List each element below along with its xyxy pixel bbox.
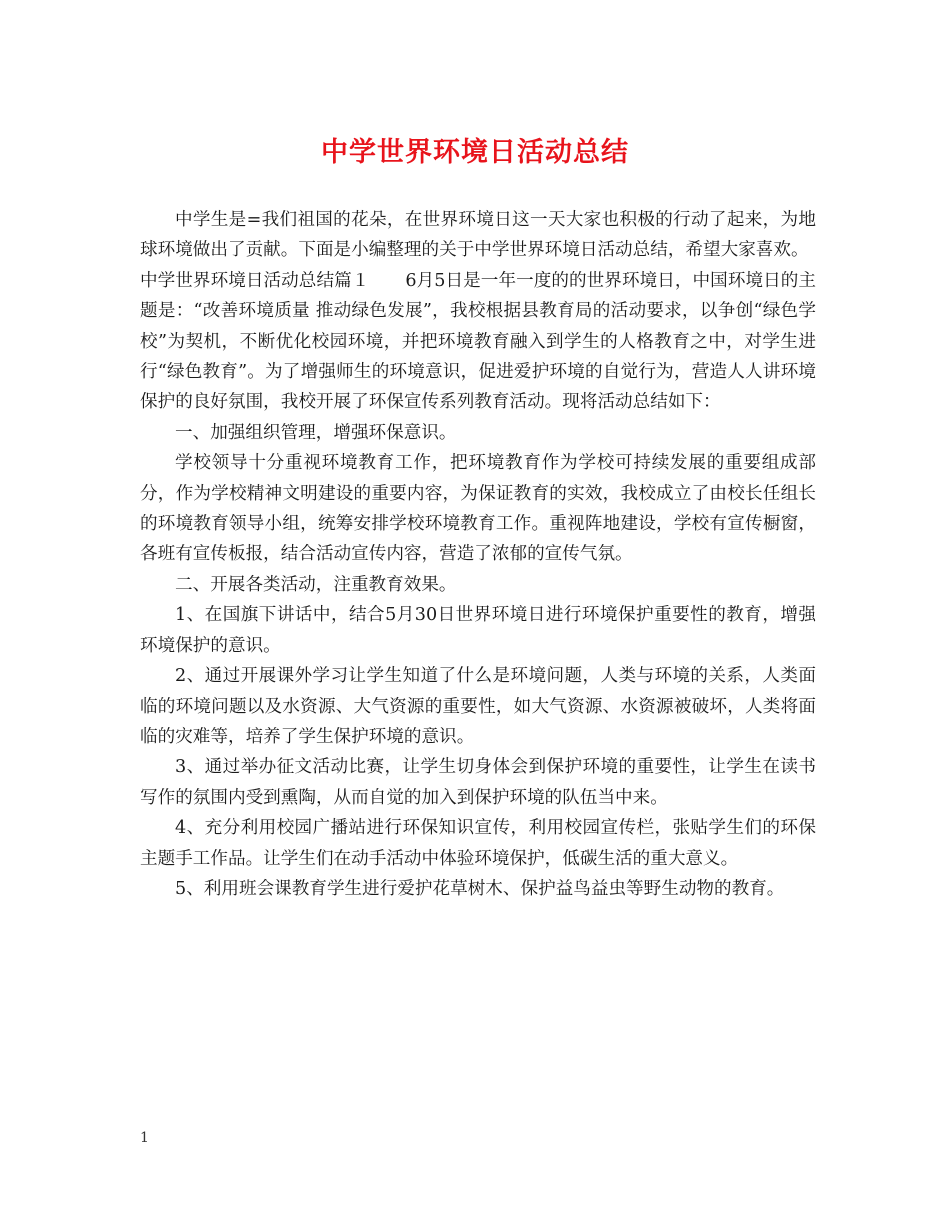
activity-item-4: 4、充分利用校园广播站进行环保知识宣传，利用校园宣传栏，张贴学生们的环保主题手工作品。让学生们在动手活动中体验环境保护，低碳生活的重大意义。 — [140, 818, 816, 869]
activity-item-1: 1、在国旗下讲话中，结合5月30日世界环境日进行环境保护重要性的教育，增强环境保护的意识。 — [140, 605, 816, 656]
activity-item-5: 5、利用班会课教育学生进行爱护花草树木、保护益鸟益虫等野生动物的教育。 — [175, 878, 785, 899]
intro-paragraph: 中学生是=我们祖国的花朵，在世界环境日这一天大家也积极的行动了起来，为地球环境做出了贡献。下面是小编整理的关于中学世界环境日活动总结，希望大家喜欢。 — [140, 210, 816, 261]
heading-organization: 一、加强组织管理，增强环保意识。 — [175, 422, 457, 443]
section-text: 6月5日是一年一度的的世界环境日，中国环境日的主题是：“改善环境质量 推动绿色发展”，我校根据县教育局的活动要求，以争创“绿色学校”为契机，不断优化校园环境，并把环境教育融入到学生的人格教育之中，对学生进行“绿色教育”。为了增强师生的环境意识，促进爱护环境的自觉行为，营造人人讲环境保护的良好氛围，我校开展了环保宣传系列教育活动。现将活动总结如下： — [140, 270, 816, 413]
section-label: 中学世界环境日活动总结篇１ — [140, 270, 370, 291]
activity-item-3: 3、通过举办征文活动比赛，让学生切身体会到保护环境的重要性，让学生在读书写作的氛围内受到熏陶，从而自觉的加入到保护环境的队伍当中来。 — [140, 757, 816, 808]
organization-paragraph: 学校领导十分重视环境教育工作，把环境教育作为学校可持续发展的重要组成部分，作为学校精神文明建设的重要内容，为保证教育的实效，我校成立了由校长任组长的环境教育领导小组，统筹安排学校环境教育工作。重视阵地建设，学校有宣传橱窗，各班有宣传板报，结合活动宣传内容，营造了浓郁的宣传气氛。 — [140, 453, 816, 565]
section-paragraph — [140, 266, 816, 418]
page-number: 1 — [140, 1130, 149, 1146]
heading-activities: 二、开展各类活动，注重教育效果。 — [175, 574, 457, 595]
activity-item-2: 2、通过开展课外学习让学生知道了什么是环境问题，人类与环境的关系，人类面临的环境问题以及水资源、大气资源的重要性，如大气资源、水资源被破坏，人类将面临的灾难等，培养了学生保护环境的意识。 — [140, 666, 816, 747]
document-body — [140, 205, 816, 904]
document-title: 中学世界环境日活动总结 — [321, 137, 629, 168]
